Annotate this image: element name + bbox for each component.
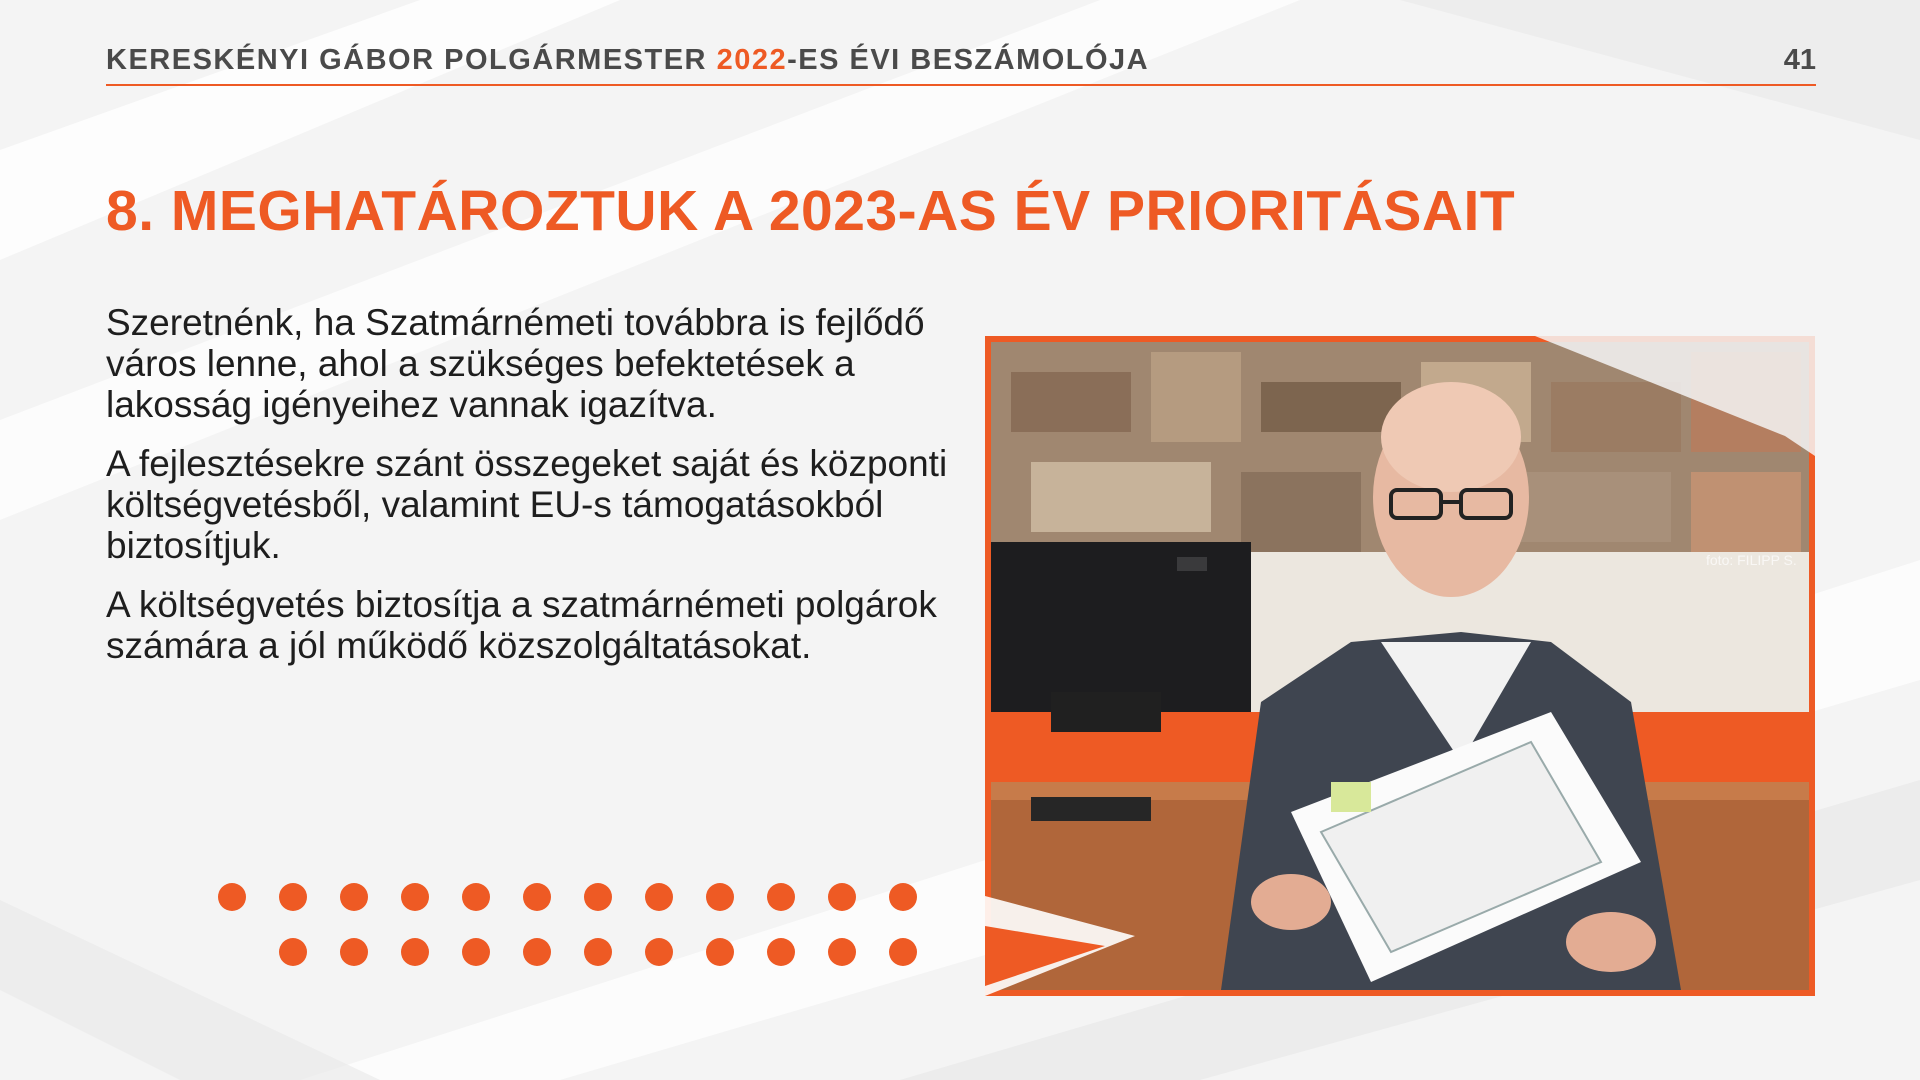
- paragraph-3: A költségvetés biztosítja a szatmárnémeti polgárok számára a jól működő közszolgáltatásokat.: [106, 584, 937, 666]
- paragraph-2: A fejlesztésekre szánt összegeket saját és központi költségvetésből, valamint EU-s támogatásokból biztosítjuk.: [106, 443, 948, 566]
- body-text: [106, 302, 956, 684]
- paragraph-1: Szeretnénk, ha Szatmárnémeti továbbra is fejlődő város lenne, ahol a szükséges befektetések a lakosság igényeihez vannak igazítva.: [106, 302, 925, 425]
- section-title: 8. MEGHATÁROZTUK A 2023-AS ÉV PRIORITÁSAIT: [106, 179, 1516, 243]
- header-title: [106, 44, 1149, 77]
- header-bar: [106, 44, 1816, 86]
- header-title-prefix: KERESKÉNYI GÁBOR POLGÁRMESTER: [106, 44, 717, 76]
- photo-frame: [985, 336, 1815, 996]
- photo-watermark: foto: FILIPP S.: [1706, 552, 1797, 568]
- page-number: 41: [1783, 44, 1816, 76]
- header-title-year: 2022: [716, 44, 788, 76]
- header-title-suffix: -ES ÉVI BESZÁMOLÓJA: [787, 44, 1150, 76]
- frame-decoration: [985, 336, 1815, 996]
